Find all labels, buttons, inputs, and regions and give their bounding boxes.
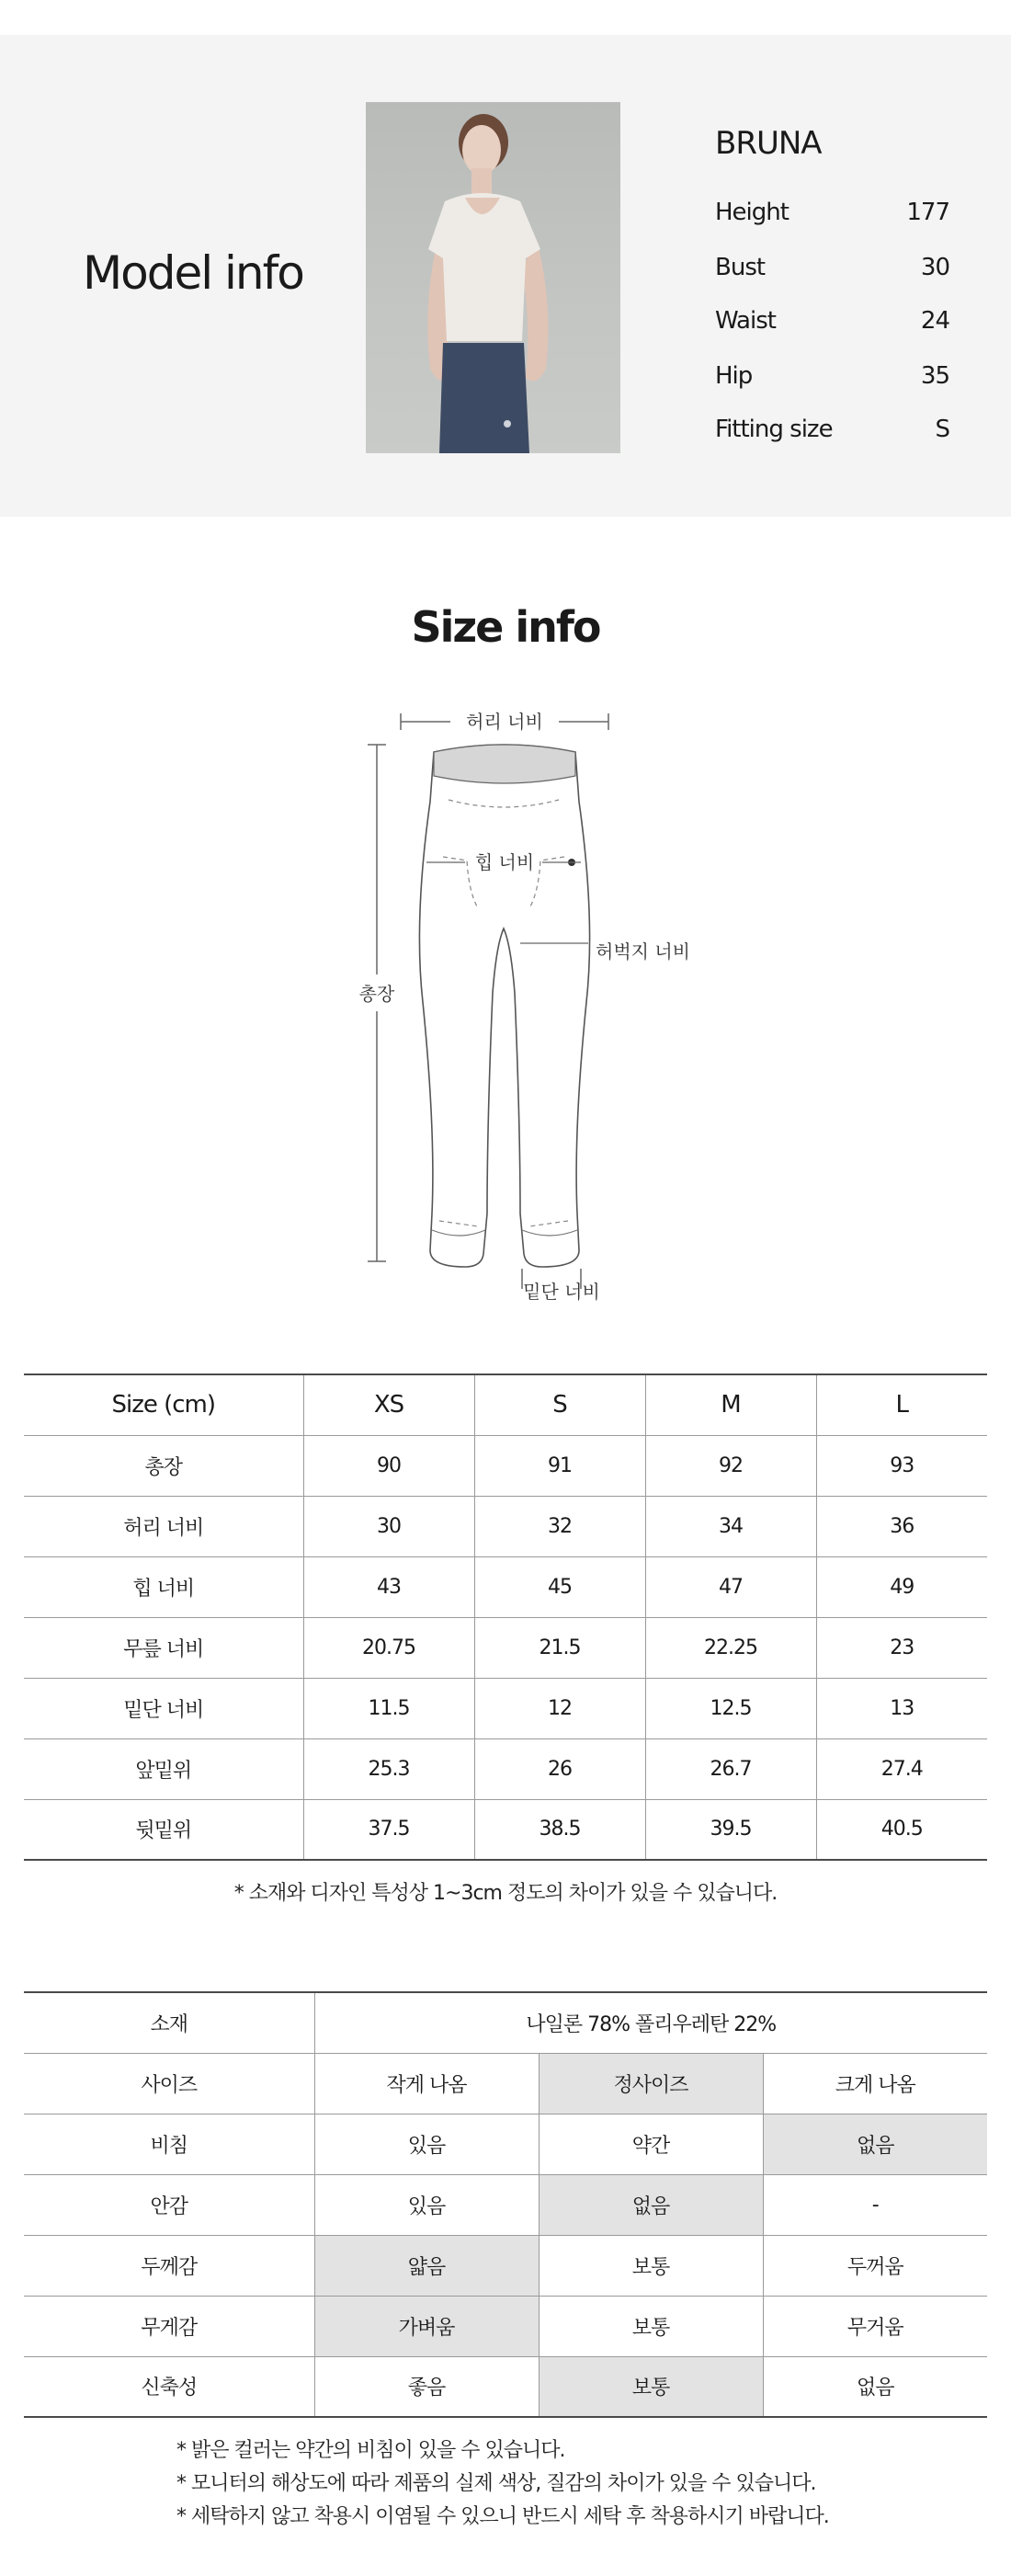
table-cell: 90 <box>303 1435 474 1496</box>
table-cell: 27.4 <box>816 1738 987 1799</box>
stat-row-fitting-size <box>715 416 949 452</box>
table-cell: 12.5 <box>645 1678 816 1738</box>
table-cell: 37.5 <box>303 1799 474 1860</box>
feature-row-thickness <box>24 2235 987 2296</box>
table-cell: 39.5 <box>645 1799 816 1860</box>
feature-option: 있음 <box>314 2114 539 2174</box>
table-row <box>24 1556 987 1617</box>
feature-option: 크게 나옴 <box>763 2053 987 2114</box>
size-info-title: Size info <box>411 602 600 652</box>
row-label: 무릎 너비 <box>24 1617 303 1678</box>
table-cell: 12 <box>474 1678 645 1738</box>
feature-option: 좋음 <box>314 2356 539 2417</box>
feature-option-selected: 가벼움 <box>314 2296 539 2356</box>
table-row <box>24 1435 987 1496</box>
row-label: 총장 <box>24 1435 303 1496</box>
material-value: 나일론 78% 폴리우레탄 22% <box>314 1992 987 2053</box>
table-row <box>24 1799 987 1860</box>
table-cell: 20.75 <box>303 1617 474 1678</box>
label-hem-width: 밑단 너비 <box>523 1281 600 1303</box>
stat-label: Fitting size <box>715 416 833 443</box>
stat-value: 30 <box>920 254 949 281</box>
feature-label: 무게감 <box>24 2296 314 2356</box>
header-cell: M <box>645 1374 816 1435</box>
feature-option: 있음 <box>314 2174 539 2235</box>
table-cell: 32 <box>474 1496 645 1556</box>
stat-label: Bust <box>715 254 766 281</box>
table-row <box>24 1496 987 1556</box>
table-cell: 36 <box>816 1496 987 1556</box>
table-cell: 13 <box>816 1678 987 1738</box>
feature-option-selected: 없음 <box>763 2114 987 2174</box>
features-table <box>24 1991 987 2418</box>
feature-option-selected: 보통 <box>539 2356 763 2417</box>
table-cell: 23 <box>816 1617 987 1678</box>
table-cell: 92 <box>645 1435 816 1496</box>
header-cell: XS <box>303 1374 474 1435</box>
feature-option: 없음 <box>763 2356 987 2417</box>
table-cell: 21.5 <box>474 1617 645 1678</box>
feature-label: 안감 <box>24 2174 314 2235</box>
label-thigh-width: 허벅지 너비 <box>596 940 690 963</box>
material-row <box>24 1992 987 2053</box>
table-cell: 91 <box>474 1435 645 1496</box>
feature-option-selected: 없음 <box>539 2174 763 2235</box>
feature-label: 사이즈 <box>24 2053 314 2114</box>
table-cell: 22.25 <box>645 1617 816 1678</box>
feature-row-sheerness <box>24 2114 987 2174</box>
feature-option: 보통 <box>539 2296 763 2356</box>
size-table <box>24 1373 987 1861</box>
row-label: 뒷밑위 <box>24 1799 303 1860</box>
table-cell: 38.5 <box>474 1799 645 1860</box>
header-cell: Size (cm) <box>24 1374 303 1435</box>
feature-option: 보통 <box>539 2235 763 2296</box>
size-table-header <box>24 1374 987 1435</box>
model-photo <box>366 102 620 453</box>
model-info-section <box>0 35 1011 517</box>
feature-option: 두꺼움 <box>763 2235 987 2296</box>
table-cell: 26 <box>474 1738 645 1799</box>
note-line: * 모니터의 해상도에 따라 제품의 실제 색상, 질감의 차이가 있을 수 있습니다. <box>176 2472 816 2495</box>
stat-label: Hip <box>715 362 753 390</box>
table-cell: 11.5 <box>303 1678 474 1738</box>
header-cell: S <box>474 1374 645 1435</box>
table-cell: 40.5 <box>816 1799 987 1860</box>
feature-option-selected: 정사이즈 <box>539 2053 763 2114</box>
stat-value: 177 <box>906 199 949 226</box>
row-label: 허리 너비 <box>24 1496 303 1556</box>
feature-option: 무거움 <box>763 2296 987 2356</box>
stat-row-height <box>715 199 949 235</box>
model-name: BRUNA <box>715 125 822 162</box>
row-label: 앞밑위 <box>24 1738 303 1799</box>
feature-option: 작게 나옴 <box>314 2053 539 2114</box>
table-cell: 30 <box>303 1496 474 1556</box>
table-cell: 93 <box>816 1435 987 1496</box>
feature-label: 비침 <box>24 2114 314 2174</box>
stat-row-bust <box>715 254 949 291</box>
label-hip-width: 힙 너비 <box>474 851 535 873</box>
feature-option-selected: 얇음 <box>314 2235 539 2296</box>
table-row <box>24 1617 987 1678</box>
stat-row-waist <box>715 307 949 344</box>
care-notes <box>176 2434 829 2534</box>
stat-label: Height <box>715 199 789 226</box>
feature-row-weight <box>24 2296 987 2356</box>
table-row <box>24 1738 987 1799</box>
table-cell: 34 <box>645 1496 816 1556</box>
stat-value: 35 <box>920 362 949 390</box>
feature-label: 신축성 <box>24 2356 314 2417</box>
note-line: * 밝은 컬러는 약간의 비침이 있을 수 있습니다. <box>176 2439 565 2462</box>
stat-label: Waist <box>715 307 776 335</box>
row-label: 힙 너비 <box>24 1556 303 1617</box>
label-waist-width: 허리 너비 <box>466 711 543 733</box>
size-note: * 소재와 디자인 특성상 1~3cm 정도의 차이가 있을 수 있습니다. <box>233 1882 778 1905</box>
table-cell: 43 <box>303 1556 474 1617</box>
feature-option: 약간 <box>539 2114 763 2174</box>
table-row <box>24 1678 987 1738</box>
feature-option: - <box>763 2174 987 2235</box>
table-cell: 45 <box>474 1556 645 1617</box>
stat-value: 24 <box>920 307 949 335</box>
feature-row-size <box>24 2053 987 2114</box>
note-line: * 세탁하지 않고 착용시 이염될 수 있으니 반드시 세탁 후 착용하시기 바랍니다. <box>176 2505 829 2528</box>
table-cell: 47 <box>645 1556 816 1617</box>
table-cell: 25.3 <box>303 1738 474 1799</box>
stat-value: S <box>935 416 949 443</box>
material-label: 소재 <box>24 1992 314 2053</box>
table-cell: 49 <box>816 1556 987 1617</box>
feature-label: 두께감 <box>24 2235 314 2296</box>
label-total-length: 총장 <box>358 983 395 1005</box>
table-cell: 26.7 <box>645 1738 816 1799</box>
pants-size-diagram <box>0 699 1011 1324</box>
header-cell: L <box>816 1374 987 1435</box>
row-label: 밑단 너비 <box>24 1678 303 1738</box>
feature-row-stretch <box>24 2356 987 2417</box>
model-info-title: Model info <box>83 246 303 300</box>
stat-row-hip <box>715 362 949 399</box>
feature-row-lining <box>24 2174 987 2235</box>
